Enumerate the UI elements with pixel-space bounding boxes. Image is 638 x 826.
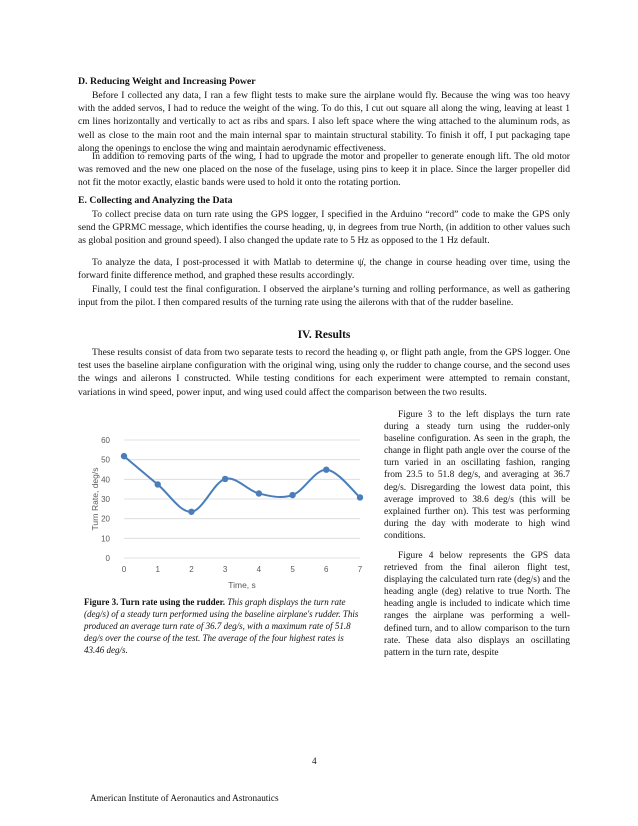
page-number: 4	[312, 756, 317, 766]
x-tick-label: 7	[357, 565, 363, 574]
data-point	[155, 481, 161, 487]
results-heading: IV. Results	[297, 329, 351, 341]
x-axis-label: Time, s	[228, 580, 256, 590]
x-tick-label: 5	[290, 565, 295, 574]
x-tick-label: 2	[189, 565, 194, 574]
y-tick-label: 10	[101, 534, 110, 544]
section-e-para-3: Finally, I could test the final configuration. I observed the airplane’s turning and rolling performance, as well as gathering input from the pilot. I then compared results of the turning rate using the ailerons with that of the rudder baseline.	[78, 284, 570, 309]
x-tick-label: 1	[155, 565, 160, 574]
y-axis-label: Turn Rate, deg/s	[90, 467, 100, 531]
x-tick-label: 3	[222, 565, 228, 574]
data-point	[289, 492, 295, 498]
section-d-heading: D. Reducing Weight and Increasing Power	[78, 76, 256, 87]
data-point	[323, 466, 329, 472]
figure-caption	[84, 596, 366, 656]
caption-text: This graph displays the turn rate (deg/s) of a steady turn performed using the baseline airplane's rudder. This produced an average turn rate of 36.7 deg/s, with a maximum rate of 51.8 deg/s over the course of the test. The average of the four highest rates is 43.46 deg/s.	[84, 597, 359, 655]
y-tick-label: 20	[101, 514, 110, 524]
x-tick-label: 4	[256, 565, 262, 574]
data-point	[222, 476, 228, 482]
section-d-para-1: Before I collected any data, I ran a few flight tests to make sure the airplane would fly. Because the wing was too heavy with the added servos, I had to reduce the weight of the wing. To do this, I cut out square all along the wing, leaving at least 1 cm lines horizontally and vertically to act as ribs and spars. I also left space where the wing attached to the aluminum rods, as well as close to the main root and the main internal spar to maintain structural stability. To finish it off, I put packaging tape along the openings to enclose the wing and maintain aerodynamic effectiveness.	[78, 90, 570, 154]
data-point	[188, 509, 194, 515]
results-right-para-2: Figure 4 below represents the GPS data retrieved from the final aileron flight test, displaying the calculated turn rate (deg/s) and the heading angle (deg) relative to true North. The heading angle is included to indicate which time ranges the airplane was performing a well-defined turn, and to allow comparison to the turn rate. These data also displays an oscillating pattern in the turn rate, despite	[384, 551, 570, 658]
x-tick-label: 0	[121, 565, 127, 574]
section-e-para-2: To analyze the data, I post-processed it with Matlab to determine ψ̇, the change in course heading over time, using the forward finite difference method, and graphed these results accordingly.	[78, 257, 570, 282]
x-tick-label: 6	[324, 565, 329, 574]
y-tick-label: 0	[105, 554, 110, 563]
y-tick-label: 50	[101, 455, 110, 465]
section-e-para-1: To collect precise data on turn rate using the GPS logger, I specified in the Arduino “record” code to make the GPS only send the GPRMC message, which identifies the course heading, ψ, in degrees from true North, (in addition to other values such as global position and ground speed). I also changed the update rate to 5 Hz as opposed to the 1 Hz default.	[78, 209, 570, 247]
y-tick-label: 40	[101, 475, 110, 485]
y-tick-label: 60	[101, 436, 110, 445]
results-para-1: These results consist of data from two separate tests to record the heading φ, or flight path angle, from the GPS logger. One test uses the baseline airplane configuration with the original wing, using only the rudder to change course, and the second uses the wings and ailerons I constructed. While testing conditions for each experiment were attempted to remain constant, variations in wind speed, power input, and wing used could affect the comparison between the two results.	[78, 347, 570, 398]
data-point	[357, 494, 363, 500]
caption-label: Figure 3. Turn rate using the rudder.	[84, 597, 226, 607]
turn-rate-chart	[84, 412, 374, 597]
y-tick-label: 30	[101, 495, 110, 504]
section-e-heading: E. Collecting and Analyzing the Data	[78, 195, 233, 206]
results-right-para-1: Figure 3 to the left displays the turn rate during a steady turn using the rudder-only baseline configuration. As seen in the graph, the change in flight path angle over the course of the turn varied in an oscillating fashion, ranging from 23.5 to 51.8 deg/s, and averaging at 36.7 deg/s. Disregarding the lowest data point, this average improved to 38.6 deg/s (this will be explained further on). This test was performing during the day with moderate to high wind conditions.	[384, 410, 570, 541]
footer: American Institute of Aeronautics and Astronautics	[90, 793, 279, 803]
data-point	[256, 490, 262, 496]
section-d-para-2: In addition to removing parts of the wing, I had to upgrade the motor and propeller to generate enough lift. The old motor was removed and the new one placed on the nose of the fuselage, using pins to keep it in place. Since the larger propeller did not fit the motor exactly, elastic bands were used to hold it onto the rotating portion.	[78, 151, 570, 189]
data-point	[121, 453, 127, 459]
